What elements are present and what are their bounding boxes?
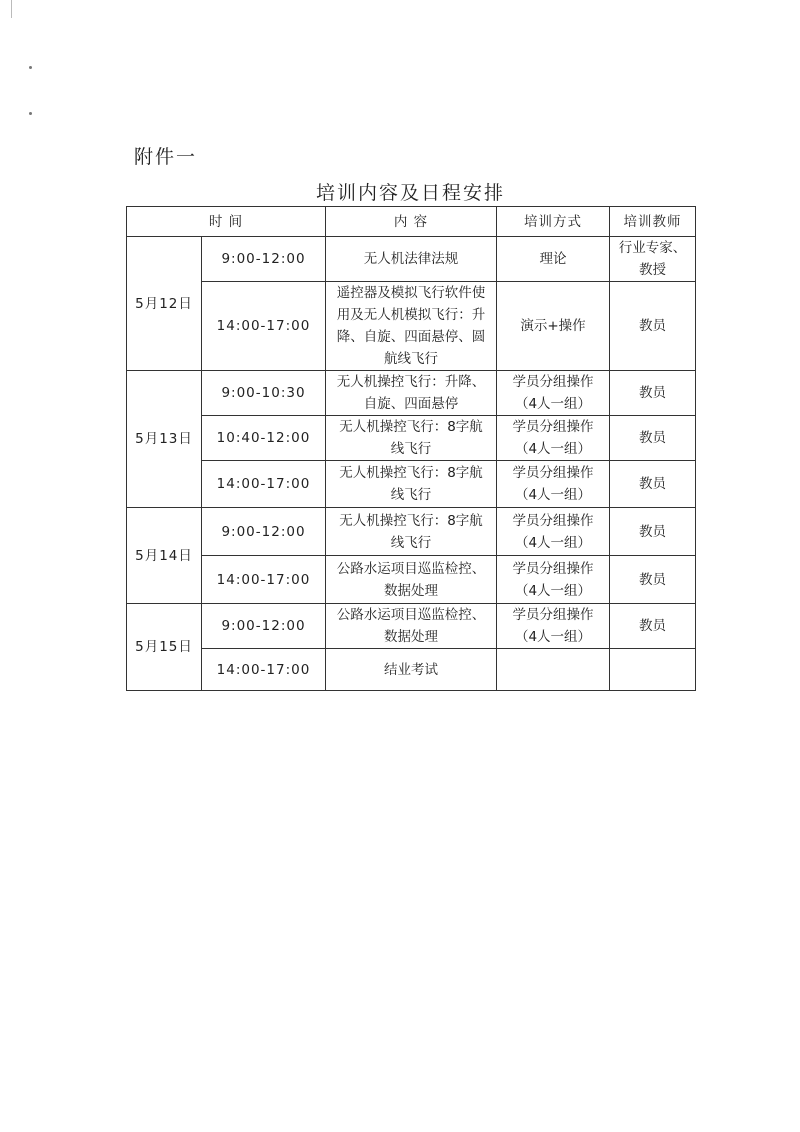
content-cell: 无人机操控飞行：升降、自旋、四面悬停 [326,371,497,416]
date-cell: 5月13日 [127,371,202,508]
scan-edge-line [11,0,12,18]
time-cell: 9:00-12:00 [202,237,326,282]
teacher-cell: 教员 [610,508,696,556]
method-cell: 理论 [497,237,610,282]
time-cell: 9:00-12:00 [202,508,326,556]
method-cell [497,649,610,691]
time-cell: 14:00-17:00 [202,556,326,604]
table-row [127,508,696,556]
content-cell: 无人机操控飞行：8字航线飞行 [326,461,497,508]
method-cell: 学员分组操作（4人一组） [497,508,610,556]
table-row [127,282,696,371]
time-cell: 14:00-17:00 [202,461,326,508]
table-row [127,416,696,461]
teacher-cell [610,649,696,691]
teacher-cell: 教员 [610,556,696,604]
content-cell: 无人机操控飞行：8字航线飞行 [326,508,497,556]
attachment-label: 附件一 [134,146,198,168]
schedule-table [126,206,696,691]
method-cell: 演示+操作 [497,282,610,371]
content-cell: 无人机法律法规 [326,237,497,282]
method-cell: 学员分组操作（4人一组） [497,461,610,508]
method-cell: 学员分组操作（4人一组） [497,556,610,604]
table-header-row [127,207,696,237]
table-row [127,649,696,691]
table-row [127,556,696,604]
teacher-cell: 教员 [610,371,696,416]
teacher-cell: 行业专家、教授 [610,237,696,282]
teacher-cell: 教员 [610,604,696,649]
header-teacher: 培训教师 [610,207,696,237]
content-cell: 无人机操控飞行：8字航线飞行 [326,416,497,461]
method-cell: 学员分组操作（4人一组） [497,416,610,461]
method-cell: 学员分组操作（4人一组） [497,604,610,649]
table-row [127,604,696,649]
content-cell: 公路水运项目巡监检控、数据处理 [326,556,497,604]
scan-mark [29,112,32,115]
time-cell: 14:00-17:00 [202,649,326,691]
content-cell: 遥控器及模拟飞行软件使用及无人机模拟飞行：升降、自旋、四面悬停、圆航线飞行 [326,282,497,371]
date-cell: 5月12日 [127,237,202,371]
table-row [127,237,696,282]
document-title: 培训内容及日程安排 [316,182,506,204]
time-cell: 9:00-10:30 [202,371,326,416]
content-cell: 公路水运项目巡监检控、数据处理 [326,604,497,649]
header-method: 培训方式 [497,207,610,237]
time-cell: 14:00-17:00 [202,282,326,371]
time-cell: 9:00-12:00 [202,604,326,649]
header-content: 内 容 [326,207,497,237]
time-cell: 10:40-12:00 [202,416,326,461]
date-cell: 5月14日 [127,508,202,604]
date-cell: 5月15日 [127,604,202,691]
teacher-cell: 教员 [610,282,696,371]
table-row [127,461,696,508]
teacher-cell: 教员 [610,461,696,508]
header-time: 时 间 [127,207,326,237]
table-row [127,371,696,416]
method-cell: 学员分组操作（4人一组） [497,371,610,416]
scan-mark [29,66,32,69]
teacher-cell: 教员 [610,416,696,461]
content-cell: 结业考试 [326,649,497,691]
